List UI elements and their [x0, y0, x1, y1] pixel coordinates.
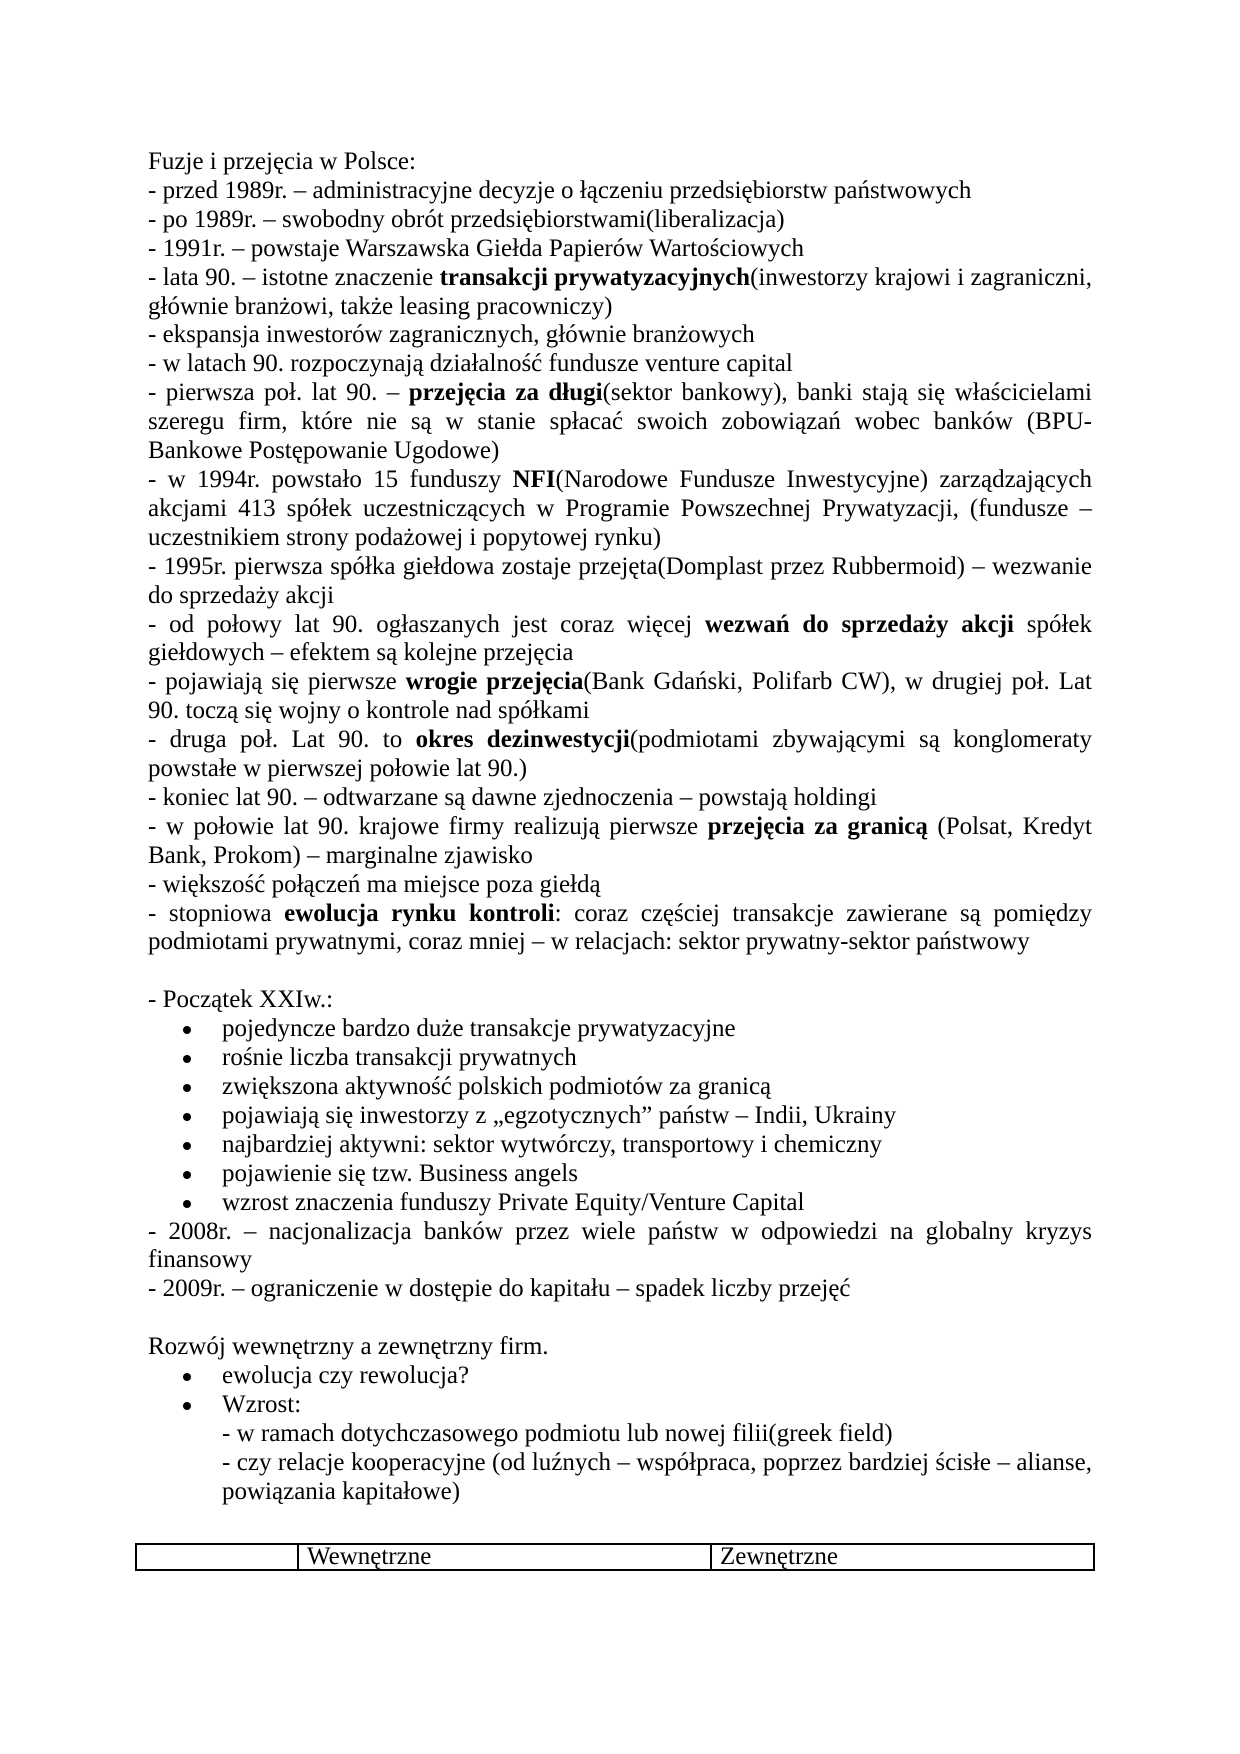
bullet-item	[222, 1131, 1092, 1160]
text-segment: zwiększona aktywność polskich podmiotów za granicą	[222, 1072, 772, 1100]
text-segment: rośnie liczba transakcji prywatnych	[222, 1044, 577, 1072]
bold-text: wrogie przejęcia	[405, 668, 584, 696]
bullet-icon	[183, 1026, 191, 1034]
list-item	[148, 235, 1092, 264]
bold-text: NFI	[512, 465, 556, 493]
bullet-icon	[183, 1142, 191, 1150]
bullet-icon	[183, 1200, 191, 1208]
sub-line: - w ramach dotychczasowego podmiotu lub nowej filii(greek field)	[222, 1419, 893, 1447]
table-header-row	[136, 1544, 1094, 1570]
bullet-list	[148, 1015, 1092, 1217]
list-item	[148, 611, 1092, 669]
text-segment: - 1991r. – powstaje Warszawska Giełda Papierów Wartościowych	[148, 234, 804, 262]
text-segment: - przed 1989r. – administracyjne decyzje o łączeniu przedsiębiorstw państwowych	[148, 176, 972, 204]
bullet-item	[222, 1362, 1092, 1391]
text-segment: - pojawiają się pierwsze	[148, 668, 406, 696]
bold-text: okres dezinwestycji	[415, 726, 630, 754]
text-segment: pojawienie się tzw. Business angels	[222, 1159, 578, 1187]
bullet-icon	[183, 1402, 191, 1410]
table-cell: Wewnętrzne	[298, 1544, 711, 1570]
text-segment: (inwestorzy krajowi i zagraniczni, głównie branżowi, także leasing pracowniczy)	[148, 263, 1092, 320]
history-list	[148, 1218, 1092, 1305]
text-segment: - ekspansja inwestorów zagranicznych, głównie branżowych	[148, 321, 755, 349]
text-segment: (sektor bankowy), banki stają się właścicielami szeregu firm, które nie są w stanie spłacać swoich zobowiązań wobec banków (BPU-Bankowe Postępowanie Ugodowe)	[148, 379, 1093, 465]
text-segment: - w połowie lat 90. krajowe firmy realizują pierwsze	[148, 812, 708, 840]
text-segment: - koniec lat 90. – odtwarzane są dawne zjednoczenia – powstają holdingi	[148, 783, 877, 811]
list-item	[148, 813, 1092, 871]
text-segment: - druga poł. Lat 90. to	[148, 726, 416, 754]
history-list	[148, 177, 1092, 957]
bold-text: transakcji prywatyzacyjnych	[439, 263, 751, 291]
bold-text: ewolucja rynku kontroli	[284, 899, 555, 927]
bullet-item	[222, 1015, 1092, 1044]
text-segment: pojawiają się inwestorzy z „egzotycznych” państw – Indii, Ukrainy	[222, 1101, 897, 1129]
text-segment: spółek giełdowych – efektem są kolejne przejęcia	[148, 610, 1092, 667]
text-segment: Wzrost:	[222, 1390, 302, 1418]
list-item	[148, 264, 1092, 322]
document-body	[148, 148, 1092, 1507]
text-segment: wzrost znaczenia funduszy Private Equity/Venture Capital	[222, 1188, 805, 1216]
list-item	[148, 726, 1092, 784]
list-item	[148, 379, 1092, 466]
text-segment: - po 1989r. – swobodny obrót przedsiębiorstwami(liberalizacja)	[148, 205, 785, 233]
list-item	[148, 321, 1092, 350]
bullet-item	[222, 1391, 1092, 1420]
table-cell: Zewnętrzne	[711, 1544, 1094, 1570]
table-cell	[136, 1544, 298, 1570]
bullet-icon	[183, 1113, 191, 1121]
bullet-icon	[183, 1373, 191, 1381]
list-item	[148, 177, 1092, 206]
bullet-icon	[183, 1055, 191, 1063]
section-title: Fuzje i przejęcia w Polsce:	[148, 148, 416, 175]
bullet-item	[222, 1044, 1092, 1073]
list-item	[148, 466, 1092, 553]
bullet-item	[222, 1073, 1092, 1102]
text-segment: ewolucja czy rewolucja?	[222, 1362, 470, 1390]
text-segment: (Narodowe Fundusze Inwestycyjne) zarządzających akcjami 413 spółek uczestniczących w Programie Powszechnej Prywatyzacji, (fundusze – uczestnikiem strony podażowej i popytowej rynku)	[148, 465, 1092, 551]
text-segment: - od połowy lat 90. ogłaszanych jest coraz więcej	[148, 610, 705, 638]
list-item	[148, 668, 1092, 726]
text-segment: - stopniowa	[148, 899, 285, 927]
list-item	[148, 206, 1092, 235]
text-segment: (Bank Gdański, Polifarb CW), w drugiej poł. Lat 90. toczą się wojny o kontrole nad spółkami	[148, 668, 1093, 725]
bullet-item	[222, 1102, 1092, 1131]
bold-text: przejęcia za granicą	[707, 812, 928, 840]
list-item	[148, 900, 1092, 958]
text-segment: pojedyncze bardzo duże transakcje prywatyzacyjne	[222, 1015, 736, 1043]
list-item	[148, 350, 1092, 379]
bullet-icon	[183, 1084, 191, 1092]
text-segment: - 1995r. pierwsza spółka giełdowa zostaje przejęta(Domplast przez Rubbermoid) – wezwanie do sprzedaży akcji	[148, 552, 1092, 609]
bullet-list	[148, 1362, 1092, 1420]
list-item	[148, 1275, 1092, 1304]
list-item	[148, 553, 1092, 611]
bullet-item	[222, 1189, 1092, 1218]
text-segment: - lata 90. – istotne znaczenie	[148, 263, 440, 291]
bold-text: przejęcia za długi	[408, 379, 603, 407]
list-item	[148, 871, 1092, 900]
text-segment: (Polsat, Kredyt Bank, Prokom) – marginalne zjawisko	[148, 812, 1093, 869]
text-segment: - pierwsza poł. lat 90. –	[148, 379, 409, 407]
text-segment: (podmiotami zbywającymi są konglomeraty powstałe w pierwszej połowie lat 90.)	[148, 726, 1092, 783]
text-segment: - większość połączeń ma miejsce poza giełdą	[148, 870, 601, 898]
text-segment: - w latach 90. rozpoczynają działalność fundusze venture capital	[148, 350, 793, 378]
bold-text: wezwań do sprzedaży akcji	[704, 610, 1014, 638]
section-title: Rozwój wewnętrzny a zewnętrzny firm.	[148, 1333, 549, 1361]
list-item	[148, 1218, 1092, 1276]
comparison-table	[135, 1543, 1095, 1571]
bullet-icon	[183, 1171, 191, 1179]
text-segment: - 2009r. – ograniczenie w dostępie do kapitału – spadek liczby przejęć	[148, 1275, 851, 1303]
text-segment: - 2008r. – nacjonalizacja banków przez wiele państw w odpowiedzi na globalny kryzys finansowy	[148, 1217, 1092, 1274]
section-title: - Początek XXIw.:	[148, 986, 334, 1014]
bullet-item	[222, 1160, 1092, 1189]
sub-line: - czy relacje kooperacyjne (od luźnych – współpraca, poprzez bardziej ścisłe – alianse, powiązania kapitałowe)	[222, 1448, 1092, 1505]
text-segment: : coraz częściej transakcje zawierane są pomiędzy podmiotami prywatnymi, coraz mniej – w relacjach: sektor prywatny-sektor państwowy	[148, 899, 1092, 956]
text-segment: - w 1994r. powstało 15 funduszy	[148, 465, 513, 493]
text-segment: najbardziej aktywni: sektor wytwórczy, transportowy i chemiczny	[222, 1130, 882, 1158]
list-item	[148, 784, 1092, 813]
